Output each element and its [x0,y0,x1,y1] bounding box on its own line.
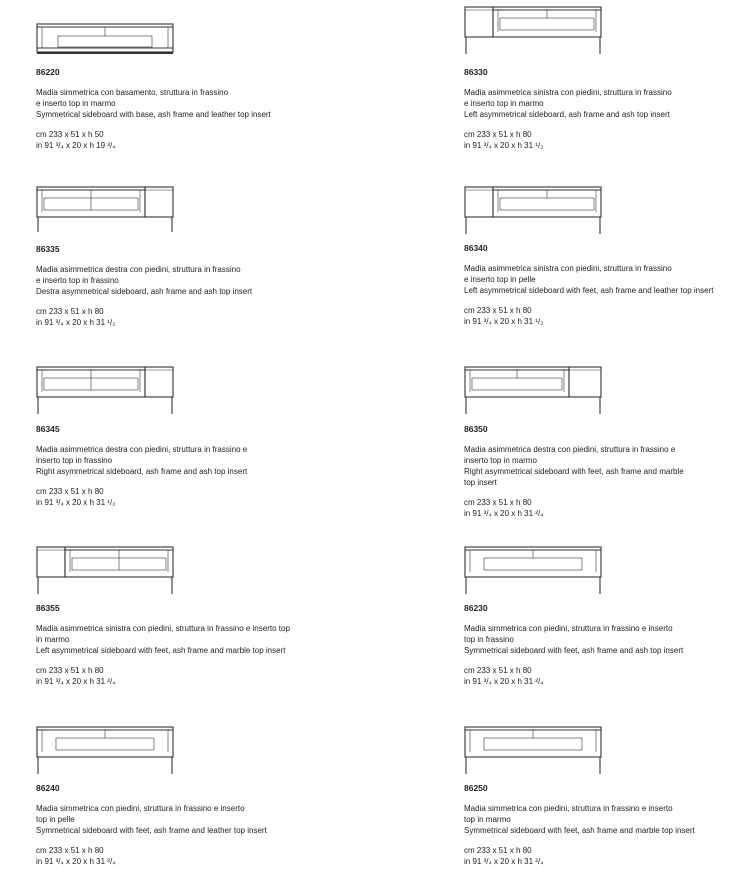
product-item-86340 [464,186,744,336]
dimensions-cm: cm 233 x 51 x h 80 [36,487,104,496]
dimensions-cm: cm 233 x 51 x h 80 [464,666,532,675]
sideboard-drawing [464,726,604,776]
description-en: Symmetrical sideboard with feet, ash frame and leather top insert [36,826,267,835]
sideboard-drawing [464,546,604,596]
dimensions-in: in 91 ³/₄ x 20 x h 31 ¹/₂ [464,141,544,150]
sideboard-drawing [36,726,176,776]
dimensions-cm: cm 233 x 51 x h 80 [464,498,532,507]
description-it-cont: in marmo [36,635,70,644]
description-en: Destra asymmetrical sideboard, ash frame and ash top insert [36,287,253,296]
product-item-86350 [464,366,744,521]
sideboard-drawing [464,366,604,416]
description-en: Right asymmetrical sideboard with feet, ash frame and marble [464,467,684,476]
product-item-86330 [464,6,744,156]
dimensions-in: in 91 ³/₄ x 20 x h 31 ¹/₂ [36,498,116,507]
dimensions-in: in 91 ³/₄ x 20 x h 31 ²/₄ [464,509,544,518]
dimensions-cm: cm 233 x 51 x h 80 [36,666,104,675]
product-code: 86330 [464,67,488,77]
description-it-cont: e inserto top in marmo [36,99,116,108]
description-en: Symmetrical sideboard with feet, ash frame and marble top insert [464,826,695,835]
dimensions-in: in 91 ³/₄ x 20 x h 31 ²/₄ [36,857,116,866]
description-it: Madia asimmetrica destra con piedini, struttura in frassino e [36,445,248,454]
description-it: Madia simmetrica con piedini, struttura in frassino e inserto [464,624,673,633]
description-it-cont: e inserto top in frassino [36,276,119,285]
description-it-cont: e inserto top in pelle [464,275,536,284]
dimensions-cm: cm 233 x 51 x h 50 [36,130,104,139]
description-en: Left asymmetrical sideboard with feet, ash frame and leather top insert [464,286,714,295]
description-en: Left asymmetrical sideboard, ash frame and ash top insert [464,110,670,119]
description-it-cont: top in marmo [464,815,511,824]
product-code: 86230 [464,603,488,613]
description-en: Symmetrical sideboard with feet, ash frame and ash top insert [464,646,684,655]
product-item-86355 [36,546,336,696]
description-en-cont: top insert [464,478,497,487]
description-it: Madia asimmetrica sinistra con piedini, struttura in frassino [464,88,672,97]
description-it-cont: inserto top in frassino [36,456,113,465]
product-code: 86345 [36,424,60,434]
sideboard-drawing [464,186,604,236]
product-code: 86250 [464,783,488,793]
product-code: 86350 [464,424,488,434]
description-en: Symmetrical sideboard with base, ash frame and leather top insert [36,110,271,119]
description-it: Madia asimmetrica sinistra con piedini, struttura in frassino [464,264,672,273]
dimensions-in: in 91 ³/₄ x 20 x h 31 ²/₄ [464,857,544,866]
dimensions-in: in 91 ³/₄ x 20 x h 31 ²/₄ [464,677,544,686]
sideboard-drawing [36,546,176,596]
description-it: Madia simmetrica con piedini, struttura in frassino e inserto [36,804,245,813]
description-it: Madia asimmetrica destra con piedini, struttura in frassino e [464,445,676,454]
description-it: Madia asimmetrica sinistra con piedini, struttura in frassino e inserto top [36,624,290,633]
sideboard-drawing [36,366,176,416]
description-it-cont: top in frassino [464,635,514,644]
sideboard-drawing [464,6,604,56]
product-item-86240 [36,726,336,876]
dimensions-in: in 91 ³/₄ x 20 x h 31 ¹/₂ [36,318,116,327]
sideboard-drawing [36,20,176,56]
sideboard-drawing [36,186,176,234]
product-code: 86240 [36,783,60,793]
description-it-cont: e inserto top in marmo [464,99,544,108]
description-it: Madia simmetrica con basamento, struttura in frassino [36,88,229,97]
dimensions-in: in 91 ³/₄ x 20 x h 19 ³/₄ [36,141,116,150]
dimensions-in: in 91 ³/₄ x 20 x h 31 ¹/₂ [464,317,544,326]
description-it-cont: inserto top in marmo [464,456,537,465]
description-en: Left asymmetrical sideboard with feet, ash frame and marble top insert [36,646,286,655]
product-item-86345 [36,366,336,516]
product-item-86230 [464,546,744,696]
product-code: 86335 [36,244,60,254]
description-it: Madia asimmetrica destra con piedini, struttura in frassino [36,265,241,274]
dimensions-cm: cm 233 x 51 x h 80 [464,846,532,855]
dimensions-in: in 91 ³/₄ x 20 x h 31 ²/₄ [36,677,116,686]
product-code: 86355 [36,603,60,613]
product-item-86250 [464,726,744,876]
dimensions-cm: cm 233 x 51 x h 80 [36,846,104,855]
dimensions-cm: cm 233 x 51 x h 80 [36,307,104,316]
dimensions-cm: cm 233 x 51 x h 80 [464,130,532,139]
description-it-cont: top in pelle [36,815,75,824]
description-it: Madia simmetrica con piedini, struttura in frassino e inserto [464,804,673,813]
product-item-86335 [36,186,336,336]
dimensions-cm: cm 233 x 51 x h 80 [464,306,532,315]
product-code: 86340 [464,243,488,253]
description-en: Right asymmetrical sideboard, ash frame and ash top insert [36,467,248,476]
product-item-86220 [36,20,336,155]
product-code: 86220 [36,67,60,77]
